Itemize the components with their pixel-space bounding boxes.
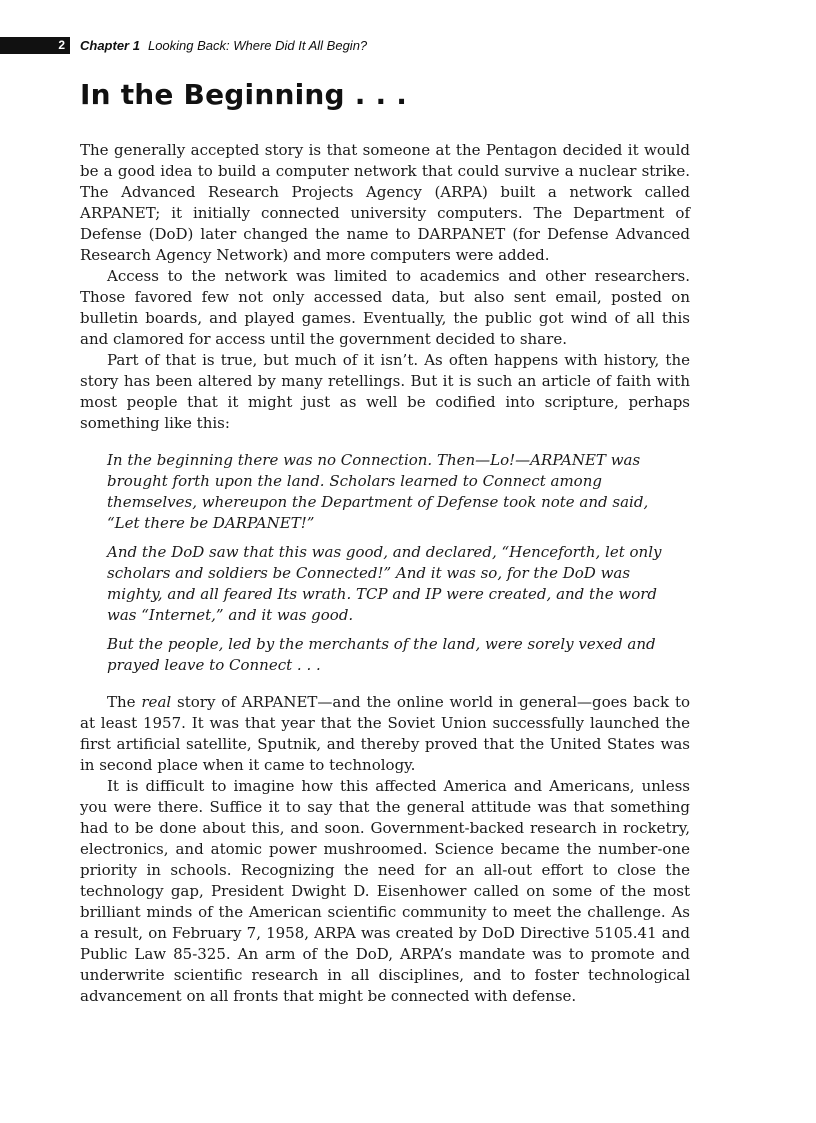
quote-paragraph-2: And the DoD saw that this was good, and declared, “Henceforth, let only scholars and soldiers be Connected!” And it was so, for the DoD was mighty, and all feared Its wrath. TCP and IP were created, and the word was “Internet,” and it was good. bbox=[107, 543, 662, 624]
scripture-quote bbox=[107, 450, 682, 676]
chapter-title: Looking Back: Where Did It All Begin? bbox=[147, 38, 368, 53]
paragraph-intro-3: Part of that is true, but much of it isn’t. As often happens with history, the story has been altered by many retellings. But it is such an article of faith with most people that it might just as well be codified into scripture, perhaps something like this: bbox=[80, 351, 690, 432]
body-text bbox=[80, 140, 690, 1007]
running-header bbox=[0, 37, 816, 55]
chapter-heading bbox=[80, 37, 367, 54]
page-number: 2 bbox=[0, 37, 70, 54]
paragraph-final: It is difficult to imagine how this affected America and Americans, unless you were there. Suffice it to say that the general attitude was that something had to be done about this, and soon. Government-backed research in rocketry, electronics, and atomic power mushroomed. Science became the number-one priority in schools. Recognizing the need for an all-out effort to close the technology gap, President Dwight D. Eisenhower called on some of the most brilliant minds of the American scientific community to meet the challenge. As a result, on February 7, 1958, ARPA was created by DoD Directive 5105.41 and Public Law 85-325. An arm of the DoD, ARPA’s mandate was to promote and underwrite scientific research in all disciplines, and to foster technological advancement on all fronts that might be connected with defense. bbox=[80, 777, 690, 1005]
chapter-label: Chapter 1 bbox=[80, 38, 140, 53]
real-story-rest: story of ARPANET—and the online world in general—goes back to at least 1957. It was that year that the Soviet Union successfully launched the first artificial satellite, Sputnik, and thereby proved that the United States was in second place when it came to technology. bbox=[80, 693, 691, 774]
paragraph-real-story bbox=[80, 692, 690, 776]
real-story-emphasis: real bbox=[141, 693, 172, 711]
quote-paragraph-1: In the beginning there was no Connection. Then—Lo!—ARPANET was brought forth upon the land. Scholars learned to Connect among themselves, whereupon the Department of Defense took note and said, “Let there be DARPANET!” bbox=[107, 451, 649, 532]
paragraph-intro-2: Access to the network was limited to academics and other researchers. Those favored few not only accessed data, but also sent email, posted on bulletin boards, and played games. Eventually, the public got wind of all this and clamored for access until the government decided to share. bbox=[80, 267, 690, 348]
real-story-lead: The bbox=[107, 693, 142, 711]
section-title: In the Beginning . . . bbox=[80, 78, 408, 111]
paragraph-intro-1: The generally accepted story is that someone at the Pentagon decided it would be a good idea to build a computer network that could survive a nuclear strike. The Advanced Research Projects Agency (ARPA) built a network called ARPANET; it initially connected university computers. The Department of Defense (DoD) later changed the name to DARPANET (for Defense Advanced Research Agency Network) and more computers were added. bbox=[80, 141, 690, 264]
quote-paragraph-3: But the people, led by the merchants of the land, were sorely vexed and prayed leave to Connect . . . bbox=[107, 635, 656, 674]
page-content bbox=[80, 76, 690, 1007]
